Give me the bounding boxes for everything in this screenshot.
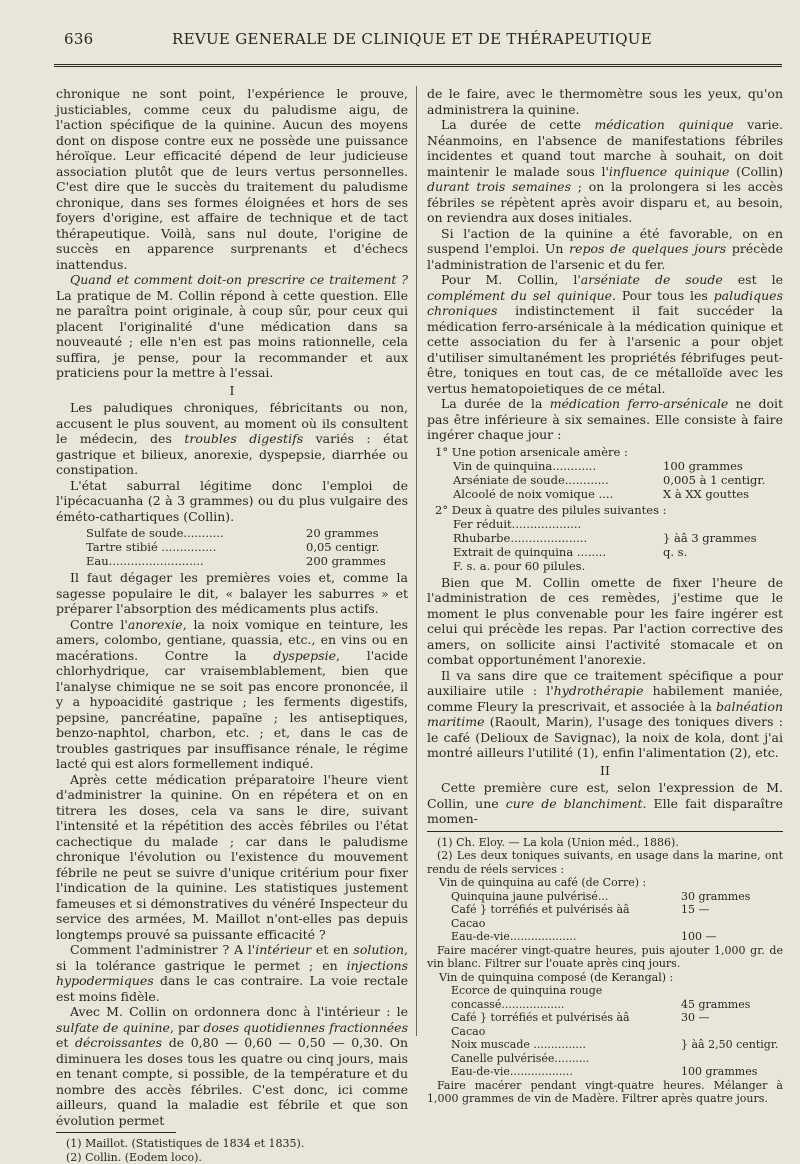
paragraph — [427, 226, 783, 273]
recipe-vin-compose — [427, 971, 783, 1106]
italic-text: injections hypodermiques — [56, 958, 408, 989]
paragraph — [427, 668, 783, 761]
recipe-row — [427, 903, 783, 917]
dose: X à XX gouttes — [663, 487, 783, 501]
prescription-row — [435, 473, 783, 487]
text: précède l'administration de l'arsenic et du fer. — [427, 241, 783, 272]
page-header — [60, 30, 780, 52]
formula-row — [86, 526, 408, 540]
paragraph: Après cette médication préparatoire l'heure vient d'administrer la quinine. On en répétera et on en titrera les doses, cela va sans le dire, suivant l'intensité et la répétition des accès fébriles ou l'état cachectique du malade ; car dans le paludisme chronique l'évolution ou l'existence du mouvement fébrile ne peut se suivre d'unique critérium pour fixer l'indication de la quinine. Les statistiques justement fameuses et si démonstratives du vénéré Inspecteur du service des armées, M. Maillot n'ont-elles pas depuis longtemps prouvé sa puissante efficacité ? — [56, 772, 408, 943]
ingredient: Tartre stibié ............... — [86, 540, 306, 554]
dose — [681, 984, 783, 998]
dose: 0,05 centigr. — [306, 540, 408, 554]
italic-text: décroissantes — [75, 1035, 162, 1050]
recipe-note: Faire macérer pendant vingt-quatre heures. Mélanger à 1,000 grammes de vin de Madère. Filtrer après quatre jours. — [427, 1079, 783, 1106]
dose: 30 — — [681, 1011, 783, 1025]
prescription-2 — [435, 503, 783, 573]
recipe-row — [427, 998, 783, 1012]
recipe-title: Vin de quinquina au café (de Corre) : — [427, 876, 783, 890]
text: La pratique de M. Collin répond à cette question. Elle ne paraîtra point originale, à coup sûr, pour ceux qui placent l'originalité d'une médication dans sa nouveauté ; elle n'en est pas moins rationnelle, cela suffira, je pense, pour la recommander et aux praticiens pour la mettre à l'essai. — [56, 288, 408, 381]
dose: } àâ 3 grammes — [663, 531, 783, 545]
footnote-rule — [427, 831, 783, 832]
italic-text: durant trois semaines — [427, 179, 571, 194]
text: et en — [311, 942, 353, 957]
text: La durée de la — [441, 396, 550, 411]
ingredient: concassé.................. — [427, 998, 681, 1012]
ingredient: Extrait de quinquina ........ — [435, 545, 663, 559]
prescription-title: 2° Deux à quatre des pilules suivantes : — [435, 503, 783, 517]
italic-text: intérieur — [255, 942, 311, 957]
paragraph — [427, 272, 783, 396]
italic-text: anorexie — [128, 617, 183, 632]
dose: 100 — — [681, 930, 783, 944]
italic-text: balnéation maritime — [427, 699, 783, 730]
footnote: (1) Ch. Eloy. — La kola (Union méd., 1886). — [427, 836, 783, 850]
text: Avec M. Collin on ordonnera donc à l'intérieur : le — [70, 1004, 408, 1019]
ingredient: Eau-de-vie................... — [427, 930, 681, 944]
text: , si la tolérance gastrique le permet ; en — [56, 942, 408, 973]
prescription-row — [435, 517, 783, 531]
dose: 20 grammes — [306, 526, 408, 540]
text: dans le cas contraire. La voie rectale est moins fidèle. — [56, 973, 408, 1004]
section-number: I — [56, 383, 408, 399]
paragraph — [56, 272, 408, 381]
ingredient: Canelle pulvérisée.......... — [427, 1052, 681, 1066]
text: ; on la prolongera si les accès fébriles se répètent après avoir disparu et, au besoin, on reviendra aux doses initiales. — [427, 179, 783, 225]
ingredient: Ecorce de quinquina rouge — [427, 984, 681, 998]
footnote: (1) Maillot. (Statistiques de 1834 et 1835). — [56, 1137, 408, 1151]
italic-text: Quand et comment doit-on prescrire ce traitement ? — [70, 272, 408, 287]
prescription-row — [435, 459, 783, 473]
dose — [663, 559, 783, 573]
text: , par — [170, 1020, 203, 1035]
formula-table — [86, 526, 408, 568]
text: , la noix vomique en teinture, les amers, colombo, gentiane, quassia, etc., en vins ou en macérations. Contre la — [56, 617, 408, 663]
column-divider — [416, 86, 417, 1036]
text: indistinctement il fait succéder la médication ferro-arsénicale à la médication quinique et cette association du fer à l'arsenic a pour objet d'utiliser simultanément les propriétés fébrifuges peut-être, toniques en tout cas, de ce métalloïde avec les vertus hematopoietiques de ce métal. — [427, 303, 783, 396]
paragraph — [427, 117, 783, 226]
ingredient: Eau.......................... — [86, 554, 306, 568]
text: Comment l'administrer ? A l' — [70, 942, 255, 957]
ingredient: Rhubarbe..................... — [435, 531, 663, 545]
recipe-row — [427, 1052, 783, 1066]
dose: 30 grammes — [681, 890, 783, 904]
header-rule — [54, 64, 782, 67]
text: (Raoult, Marin), l'usage des toniques divers : le café (Delioux de Savignac), la noix de kola, dont j'ai montré ailleurs l'utilité (1), enfin l'alimentation (2), etc. — [427, 714, 783, 760]
ingredient: Noix muscade ............... — [427, 1038, 681, 1052]
italic-text: influence quinique — [609, 164, 730, 179]
paragraph — [56, 1004, 408, 1128]
italic-text: sulfate de quinine — [56, 1020, 170, 1035]
italic-text: dyspepsie — [273, 648, 336, 663]
ingredient: Café } torréfiés et pulvérisés àâ — [427, 1011, 681, 1025]
italic-text: médication ferro-arsénicale — [550, 396, 729, 411]
prescription-row — [435, 545, 783, 559]
left-column — [56, 86, 408, 1076]
text: . Elle fait disparaître momen- — [427, 796, 783, 827]
ingredient: Eau-de-vie.................. — [427, 1065, 681, 1079]
prescription-row — [435, 559, 783, 573]
text: Il va sans dire que ce traitement spécifique a pour auxiliaire utile : l' — [427, 668, 783, 699]
recipe-row — [427, 917, 783, 931]
text: Pour M. Collin, l' — [441, 272, 581, 287]
text: est le — [723, 272, 783, 287]
text: , l'acide chlorhydrique, car vraisemblablement, bien que l'analyse chimique ne se soit pas encore prononcée, il y a hypoacidité gastrique ; les ferments digestifs, pepsine, pancréatine, papaïne ; les antiseptiques, benzo-naphtol, charbon, etc. ; et, dans le cas de troubles gastriques par insuffisance rénale, le régime lacté qui est alors formellement indiqué. — [56, 648, 408, 772]
dose: 200 grammes — [306, 554, 408, 568]
dose: } àâ 2,50 centigr. — [681, 1038, 783, 1052]
ingredient: F. s. a. pour 60 pilules. — [435, 559, 663, 573]
text: ne doit pas être inférieure à six semaines. Elle consiste à faire ingérer chaque jour : — [427, 396, 783, 442]
paragraph — [427, 780, 783, 827]
text: Cette première cure est, selon l'expression de M. Collin, une — [427, 780, 783, 811]
prescription-1 — [435, 445, 783, 501]
dose — [681, 917, 783, 931]
paragraph — [56, 400, 408, 478]
italic-text: cure de blanchiment — [506, 796, 643, 811]
text: (Collin) — [729, 164, 783, 179]
recipe-row — [427, 1065, 783, 1079]
dose — [681, 1052, 783, 1066]
text: Si l'action de la quinine a été favorable, on en suspend l'emploi. Un — [427, 226, 783, 257]
dose: 15 — — [681, 903, 783, 917]
paragraph: chronique ne sont point, l'expérience le prouve, justiciables, comme ceux du paludisme aigu, de l'action spécifique de la quinine. Aucun des moyens dont on dispose contre eux ne possède une puissance héroïque. Leur efficacité dépend de leur judicieuse association plutôt que de leurs vertus personnelles. C'est dire que le succès du traitement du paludisme chronique, dans ses formes éloignées et hors de ses foyers d'origine, est affaire de technique et de tact thérapeutique. Voilà, sans nul doute, l'origine de succès en apparence surprenants et d'échecs inattendus. — [56, 86, 408, 272]
italic-text: paludiques chroniques — [427, 288, 783, 319]
right-column — [427, 86, 783, 1076]
recipe-row — [427, 1025, 783, 1039]
ingredient: Cacao — [427, 1025, 681, 1039]
italic-text: médication quinique — [594, 117, 733, 132]
recipe-row — [427, 930, 783, 944]
footnote: (2) Collin. (Eodem loco). — [56, 1151, 408, 1164]
ingredient: Quinquina jaune pulvérisé... — [427, 890, 681, 904]
paragraph — [56, 942, 408, 1004]
page-number: 636 — [64, 30, 94, 48]
text: habilement maniée, comme Fleury la prescrivait, et associée à la — [427, 683, 783, 714]
section-number: II — [427, 763, 783, 779]
italic-text: arséniate de soude — [581, 272, 723, 287]
recipe-row — [427, 1038, 783, 1052]
ingredient: Vin de quinquina............ — [435, 459, 663, 473]
footnote: (2) Les deux toniques suivants, en usage dans la marine, ont rendu de réels services : — [427, 849, 783, 876]
dose: q. s. — [663, 545, 783, 559]
italic-text: doses quotidiennes fractionnées — [203, 1020, 408, 1035]
ingredient: Arséniate de soude............ — [435, 473, 663, 487]
paragraph — [427, 396, 783, 443]
recipe-row — [427, 1011, 783, 1025]
dose: 0,005 à 1 centigr. — [663, 473, 783, 487]
dose — [681, 1025, 783, 1039]
paragraph: de le faire, avec le thermomètre sous les yeux, qu'on administrera la quinine. — [427, 86, 783, 117]
prescription-title: 1° Une potion arsenicale amère : — [435, 445, 783, 459]
paragraph: Bien que M. Collin omette de fixer l'heure de l'administration de ces remèdes, j'estime que le moment le plus convenable pour les faire ingérer est celui qui précède les repas. Par l'action corrective des amers, on sollicite ainsi l'activité stomacale et on combat opportunément l'anorexie. — [427, 575, 783, 668]
prescription-row — [435, 531, 783, 545]
ingredient: Cacao — [427, 917, 681, 931]
ingredient: Fer réduit................... — [435, 517, 663, 531]
text: et — [56, 1035, 75, 1050]
italic-text: troubles digestifs — [184, 431, 303, 446]
paragraph: L'état saburral légitime donc l'emploi de l'ipécacuanha (2 à 3 grammes) ou du plus vulgaire des éméto-cathartiques (Collin). — [56, 478, 408, 525]
formula-row — [86, 554, 408, 568]
running-title: REVUE GENERALE DE CLINIQUE ET DE THÉRAPEUTIQUE — [172, 30, 652, 48]
dose — [663, 517, 783, 531]
text: variés : état gastrique et bilieux, anorexie, dyspepsie, diarrhée ou constipation. — [56, 431, 408, 477]
text: de 0,80 — 0,60 — 0,50 — 0,30. On diminuera les doses tous les quatre ou cinq jours, mais en tenant compte, si possible, de la température et du nombre des accès fébriles. C'est donc, ici comme ailleurs, quand la maladie est fébrile et que son évolution permet — [56, 1035, 408, 1128]
text: Les paludiques chroniques, fébricitants ou non, accusent le plus souvent, au moment où ils consultent le médecin, des — [56, 400, 408, 446]
recipe-row — [427, 984, 783, 998]
text: Contre l' — [70, 617, 128, 632]
paragraph: Il faut dégager les premières voies et, comme la sagesse populaire le dit, « balayer les saburres » et préparer l'absorption des médicaments plus actifs. — [56, 570, 408, 617]
recipe-note: Faire macérer vingt-quatre heures, puis ajouter 1,000 gr. de vin blanc. Filtrer sur l'ouate après cinq jours. — [427, 944, 783, 971]
paragraph — [56, 617, 408, 772]
dose: 45 grammes — [681, 998, 783, 1012]
text: varie. Néanmoins, en l'absence de manifestations fébriles incidentes et quand tout marche à souhait, on doit maintenir le malade sous l' — [427, 117, 783, 179]
italic-text: solution — [353, 942, 404, 957]
ingredient: Sulfate de soude........... — [86, 526, 306, 540]
text: La durée de cette — [441, 117, 594, 132]
recipe-title: Vin de quinquina composé (de Kerangal) : — [427, 971, 783, 985]
ingredient: Café } torréfiés et pulvérisés àâ — [427, 903, 681, 917]
recipe-row — [427, 890, 783, 904]
recipe-vin-cafe — [427, 876, 783, 971]
italic-text: hydrothérapie — [554, 683, 644, 698]
text: . Pour tous les — [612, 288, 714, 303]
italic-text: complément du sel quinique — [427, 288, 612, 303]
italic-text: repos de quelques jours — [569, 241, 726, 256]
formula-row — [86, 540, 408, 554]
footnote-rule — [56, 1132, 176, 1133]
prescription-row — [435, 487, 783, 501]
dose: 100 grammes — [681, 1065, 783, 1079]
ingredient: Alcoolé de noix vomique .... — [435, 487, 663, 501]
dose: 100 grammes — [663, 459, 783, 473]
